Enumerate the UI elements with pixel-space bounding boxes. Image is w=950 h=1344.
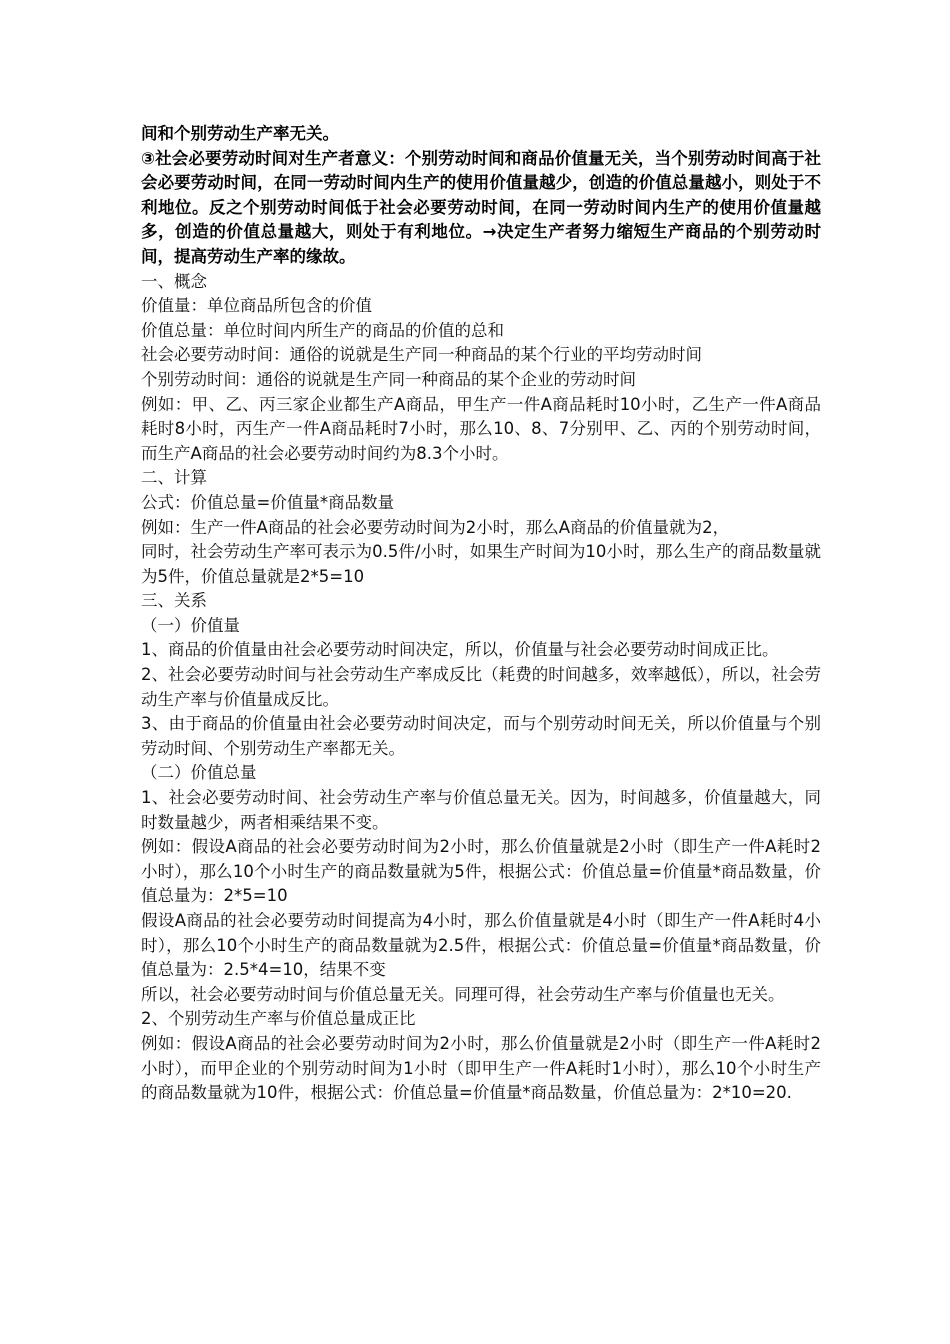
example-calculation-2: 同时，社会劳动生产率可表示为0.5件/小时，如果生产时间为10小时，那么生产的商品数量就为5件，价值总量就是2*5=10: [141, 542, 821, 586]
subheading-value-magnitude: （一）价值量: [141, 615, 240, 635]
section-heading-concepts: 一、概念: [141, 271, 207, 291]
total-value-example-2: 假设A商品的社会必要劳动时间提高为4小时，那么价值量就是4小时（即生产一件A耗时4小时），那么10个小时生产的商品数量就为2.5件，根据公式：价值总量=价值量*商品数量，价值总量为：2.5*4=10，结果不变: [141, 911, 821, 980]
example-calculation-1: 例如：生产一件A商品的社会必要劳动时间为2小时，那么A商品的价值量就为2，: [141, 517, 730, 537]
document-body: [141, 122, 821, 1106]
paragraph-continuation: 间和个别劳动生产率无关。: [141, 124, 339, 143]
definition-value-magnitude: 价值量：单位商品所包含的价值: [141, 296, 372, 316]
section-heading-calculation: 二、计算: [141, 468, 207, 488]
formula-line: 公式：价值总量=价值量*商品数量: [141, 492, 395, 512]
relation-item-1: 1、商品的价值量由社会必要劳动时间决定，所以，价值量与社会必要劳动时间成正比。: [141, 640, 779, 660]
total-value-item-1: 1、社会必要劳动时间、社会劳动生产率与价值总量无关。因为，时间越多，价值量越大，同时数量越少，两者相乘结果不变。: [141, 788, 821, 832]
total-value-item-2: 2、个别劳动生产率与价值总量成正比: [141, 1009, 416, 1029]
definition-social-labor-time: 社会必要劳动时间：通俗的说就是生产同一种商品的某个行业的平均劳动时间: [141, 345, 702, 365]
total-value-example-1: 例如：假设A商品的社会必要劳动时间为2小时，那么价值量就是2小时（即生产一件A耗时2小时），那么10个小时生产的商品数量就为5件，根据公式：价值总量=价值量*商品数量，价值总量为：2*5=10: [141, 837, 821, 906]
total-value-example-3: 例如：假设A商品的社会必要劳动时间为2小时，那么价值量就是2小时（即生产一件A耗时2小时），而甲企业的个别劳动时间为1小时（即甲生产一件A耗时1小时），那么10个小时生产的商品数量就为10件，根据公式：价值总量=价值量*商品数量，价值总量为：2*10=20.: [141, 1033, 821, 1103]
paragraph-significance: ③社会必要劳动时间对生产者意义：个别劳动时间和商品价值量无关，当个别劳动时间高于社会必要劳动时间，在同一劳动时间内生产的使用价值量越少，创造的价值总量越小，则处于不利地位。反之个别劳动时间低于社会必要劳动时间，在同一劳动时间内生产的使用价值量越多，创造的价值总量越大，则处于有利地位。→决定生产者努力缩短生产商品的个别劳动时间，提高劳动生产率的缘故。: [141, 148, 821, 266]
subheading-total-value: （二）价值总量: [141, 763, 257, 783]
definition-total-value: 价值总量：单位时间内所生产的商品的价值的总和: [141, 320, 504, 340]
definition-individual-labor-time: 个别劳动时间：通俗的说就是生产同一种商品的某个企业的劳动时间: [141, 369, 636, 389]
section-heading-relations: 三、关系: [141, 591, 207, 611]
relation-item-3: 3、由于商品的价值量由社会必要劳动时间决定，而与个别劳动时间无关，所以价值量与个别劳动时间、个别劳动生产率都无关。: [141, 714, 821, 758]
total-value-conclusion: 所以，社会必要劳动时间与价值总量无关。同理可得，社会劳动生产率与价值量也无关。: [141, 984, 785, 1004]
relation-item-2: 2、社会必要劳动时间与社会劳动生产率成反比（耗费的时间越多，效率越低），所以，社会劳动生产率与价值量成反比。: [141, 665, 821, 709]
example-labor-time: 例如：甲、乙、丙三家企业都生产A商品，甲生产一件A商品耗时10小时，乙生产一件A商品耗时8小时，丙生产一件A商品耗时7小时，那么10、8、7分别甲、乙、丙的个别劳动时间，而生产A商品的社会必要劳动时间约为8.3个小时。: [141, 394, 821, 463]
